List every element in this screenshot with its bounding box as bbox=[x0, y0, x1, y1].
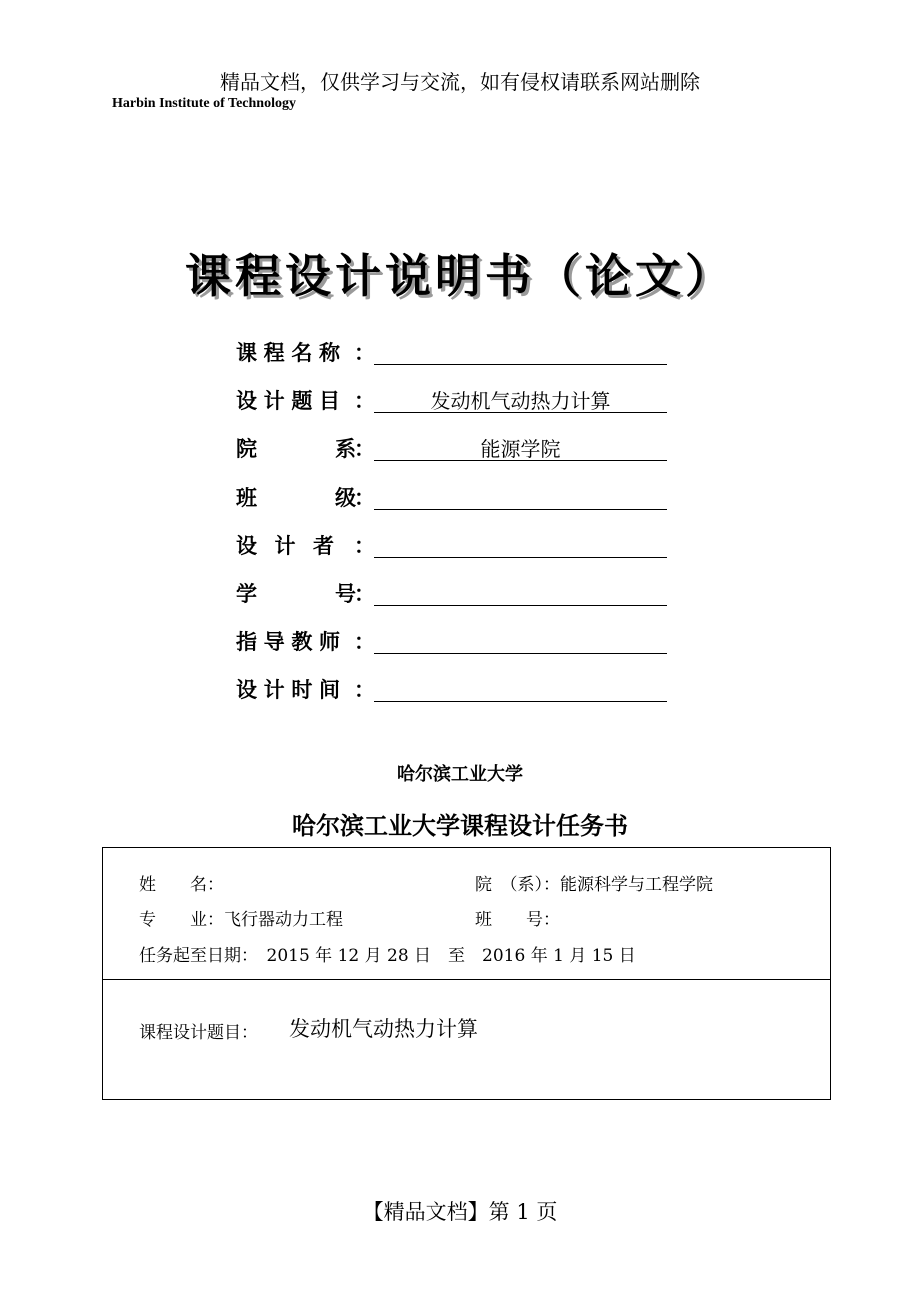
topic-label: 课程设计题目： bbox=[139, 1023, 258, 1043]
name-label: 姓 名： bbox=[139, 875, 224, 895]
field-underline bbox=[374, 557, 667, 558]
field-underline bbox=[374, 364, 667, 365]
field-label: 院 系 bbox=[236, 437, 356, 461]
university-name: 哈尔滨工业大学 bbox=[397, 764, 523, 785]
major-label: 专 业：飞行器动力工程 bbox=[139, 910, 343, 930]
field-advisor bbox=[236, 622, 676, 662]
class-number-label: 班 号： bbox=[475, 910, 560, 930]
field-course-name bbox=[236, 333, 676, 373]
field-colon: ： bbox=[354, 437, 375, 461]
task-book-title: 哈尔滨工业大学课程设计任务书 bbox=[292, 812, 628, 840]
field-label: 设 计 时 间 bbox=[236, 678, 340, 702]
field-colon: ： bbox=[354, 486, 375, 510]
field-underline bbox=[374, 412, 667, 413]
field-underline bbox=[374, 509, 667, 510]
field-label: 学 号 bbox=[236, 582, 356, 606]
field-colon: ： bbox=[354, 630, 375, 654]
field-underline bbox=[374, 605, 667, 606]
watermark-text: 精品文档，仅供学习与交流，如有侵权请联系网站删除 bbox=[220, 70, 700, 94]
field-colon: ： bbox=[354, 389, 375, 413]
topic-value: 发动机气动热力计算 bbox=[289, 1017, 478, 1041]
field-label: 班 级 bbox=[236, 486, 356, 510]
field-design-topic bbox=[236, 381, 676, 421]
table-divider bbox=[103, 979, 830, 980]
field-label: 指 导 教 师 bbox=[236, 630, 340, 654]
field-label: 设 计 题 目 bbox=[236, 389, 340, 413]
field-underline bbox=[374, 701, 667, 702]
field-department bbox=[236, 429, 676, 469]
department-label: 院 （系）：能源科学与工程学院 bbox=[475, 875, 713, 895]
task-dates: 任务起至日期： 2015 年 12 月 28 日 至 2016 年 1 月 15 日 bbox=[139, 946, 636, 966]
field-class bbox=[236, 478, 676, 518]
field-label: 设 计 者 bbox=[236, 534, 334, 558]
institute-name: Harbin Institute of Technology bbox=[112, 96, 296, 111]
field-colon: ： bbox=[354, 678, 375, 702]
field-colon: ： bbox=[354, 582, 375, 606]
page-footer: 【精品文档】第 1 页 bbox=[362, 1200, 558, 1224]
field-designer bbox=[236, 526, 676, 566]
field-underline bbox=[374, 460, 667, 461]
field-colon: ： bbox=[354, 341, 375, 365]
field-value: 能源学院 bbox=[480, 437, 561, 461]
field-design-time bbox=[236, 670, 676, 710]
field-label: 课 程 名 称 bbox=[236, 341, 340, 365]
document-title: 课程设计说明书（论文） bbox=[185, 249, 735, 303]
field-value: 发动机气动热力计算 bbox=[430, 389, 611, 413]
field-colon: ： bbox=[354, 534, 375, 558]
field-underline bbox=[374, 653, 667, 654]
task-table bbox=[102, 847, 831, 1100]
field-student-id bbox=[236, 574, 676, 614]
